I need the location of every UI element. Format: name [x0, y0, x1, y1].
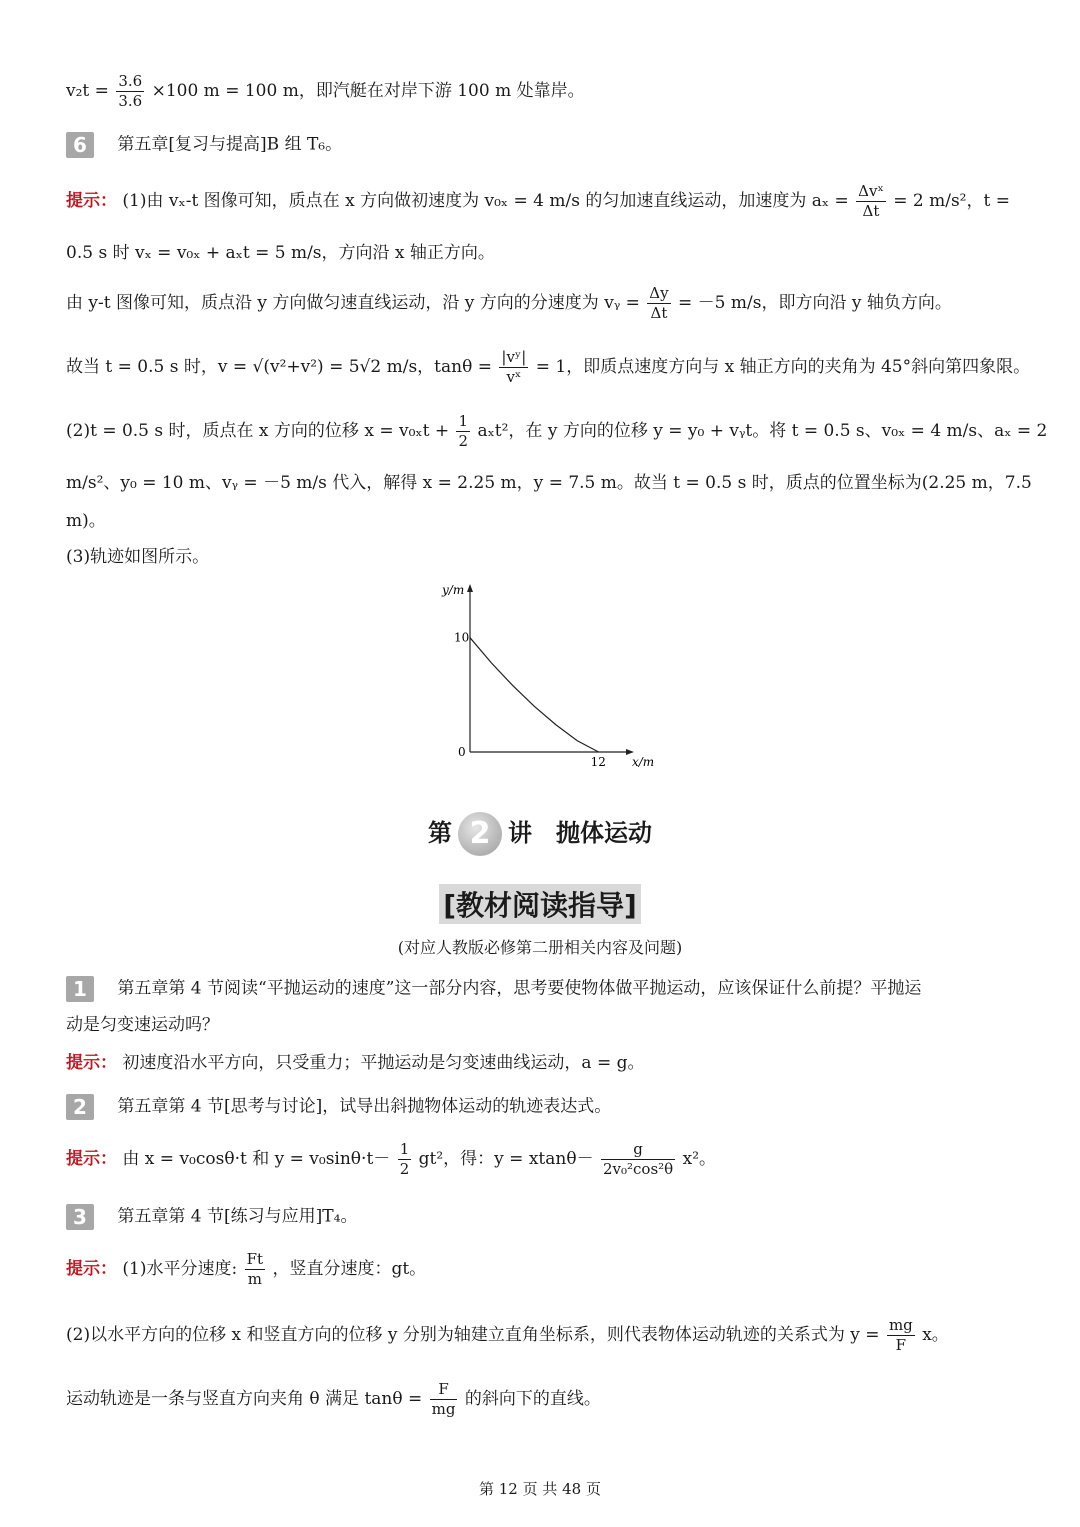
frac-den: Δt: [862, 201, 880, 220]
hint-text: 由 x = v₀cosθ·t 和 y = v₀sinθ·t－: [122, 1148, 391, 1169]
fraction: [887, 1316, 915, 1355]
trajectory-chart: [430, 583, 655, 775]
question-badge: 3: [66, 1204, 94, 1230]
frac-den: vˣ: [506, 367, 522, 386]
frac-num: mg: [888, 1316, 913, 1334]
hint-label: 提示：: [66, 190, 117, 211]
question-text: 第五章第 4 节阅读“平抛运动的速度”这一部分内容，思考要使物体做平抛运动，应该保证什么前提？平抛运: [117, 978, 922, 999]
answer-line-2: 0.5 s 时 vₓ = v₀ₓ + aₓt = 5 m/s，方向沿 x 轴正方向。: [66, 243, 495, 263]
hint-text: ，竖直分速度：gt。: [272, 1258, 427, 1279]
hint-3-line-2: [66, 1316, 1016, 1355]
question-1-cont: 动是匀变速运动吗？: [66, 1015, 219, 1035]
fraction: [430, 1380, 458, 1419]
hint-text: x²。: [682, 1148, 717, 1169]
answer-line-8: (3)轨迹如图所示。: [66, 547, 210, 567]
answer-text: (2)t = 0.5 s 时，质点在 x 方向的位移 x = v₀ₓt +: [66, 420, 450, 441]
question-text: 第五章[复习与提高]B 组 T₆。: [117, 134, 343, 155]
answer-line-4: [66, 348, 1031, 387]
answer-text: = 2 m/s²，t =: [893, 190, 1010, 211]
answer-line-5: [66, 412, 1048, 451]
trajectory-curve: [470, 638, 599, 752]
question-text: 第五章第 4 节[思考与讨论]，试导出斜抛物体运动的轨迹表达式。: [117, 1096, 612, 1117]
hint-text: (2)以水平方向的位移 x 和竖直方向的位移 y 分别为轴建立直角坐标系，则代表物体运动轨迹的关系式为 y =: [66, 1324, 880, 1345]
frac-den: 2: [399, 1159, 410, 1178]
question-badge: 1: [66, 976, 94, 1002]
hint-label: 提示：: [66, 1053, 117, 1073]
answer-text: aₓt²，在 y 方向的位移 y = y₀ + vᵧt。将 t = 0.5 s、v₀ₓ = 4 m/s、aₓ = 2: [477, 420, 1048, 441]
hint-2: [66, 1140, 1016, 1179]
frac-num: 1: [399, 1140, 410, 1158]
frac-den: Δt: [650, 303, 668, 322]
hint-text: 的斜向下的直线。: [464, 1388, 601, 1409]
y-tick-label: 10: [454, 630, 470, 645]
frac-den: 2: [458, 431, 469, 450]
hint-label: 提示：: [66, 1148, 117, 1169]
frac-num: Δy: [649, 284, 669, 302]
top-prefix: v₂t =: [66, 80, 109, 101]
fraction: [456, 412, 470, 451]
frac-den: mg: [431, 1399, 456, 1418]
y-axis-label: y/m: [442, 583, 465, 597]
frac-num: F: [430, 1380, 458, 1400]
lecture-number-badge: 2: [458, 812, 502, 856]
lecture-title: [0, 812, 1080, 856]
hint-text: x。: [922, 1324, 949, 1345]
hint-text: (1)水平分速度:: [122, 1258, 238, 1279]
frac-num: 1: [458, 412, 469, 430]
frac-num: Δvˣ: [858, 182, 884, 200]
fraction: [601, 1140, 675, 1179]
page-footer: 第 12 页 共 48 页: [478, 1480, 601, 1498]
answer-text: = －5 m/s，即方向沿 y 轴负方向。: [678, 292, 952, 313]
frac-den: 2v₀²cos²θ: [602, 1159, 674, 1178]
answer-text: = 1，即质点速度方向与 x 轴正方向的夹角为 45°斜向第四象限。: [535, 356, 1031, 377]
question-badge: 6: [66, 132, 94, 158]
lecture-pre: 第: [428, 819, 452, 847]
question-3: [66, 1204, 1016, 1230]
section-title-text: [教材阅读指导]: [439, 884, 641, 924]
answer-line-7: m)。: [66, 511, 106, 531]
question-text: 第五章第 4 节[练习与应用]T₄。: [117, 1206, 358, 1227]
hint-3-line-3: [66, 1380, 1016, 1419]
fraction: [245, 1250, 265, 1289]
hint-1: [66, 1052, 1016, 1074]
frac-num: |vʸ|: [501, 348, 527, 366]
top-frac-num: 3.6: [118, 72, 143, 90]
origin-label: 0: [458, 745, 466, 759]
answer-line-6: m/s²、y₀ = 10 m、vᵧ = －5 m/s 代入，解得 x = 2.25 m，y = 7.5 m。故当 t = 0.5 s 时，质点的位置坐标为(2.25 m，7.5: [66, 473, 1032, 493]
y-axis-arrow: [467, 584, 473, 592]
answer-text: (1)由 vₓ-t 图像可知，质点在 x 方向做初速度为 v₀ₓ = 4 m/s 的匀加速直线运动，加速度为 aₓ =: [122, 190, 849, 211]
hint-text: 运动轨迹是一条与竖直方向夹角 θ 满足 tanθ =: [66, 1388, 423, 1409]
fraction: [499, 348, 528, 387]
top-rest: ×100 m = 100 m，即汽艇在对岸下游 100 m 处靠岸。: [151, 80, 585, 101]
frac-den: m: [247, 1269, 262, 1288]
top-line: [66, 72, 1016, 111]
fraction: [398, 1140, 412, 1179]
x-tick-label: 12: [590, 755, 606, 769]
lecture-post: 讲 抛体运动: [508, 819, 652, 847]
question-6: [66, 132, 1016, 158]
hint-label: 提示：: [66, 1258, 117, 1279]
hint-text: gt²，得：y = xtanθ－: [418, 1148, 594, 1169]
section-title: [0, 884, 1080, 924]
answer-text: 由 y-t 图像可知，质点沿 y 方向做匀速直线运动，沿 y 方向的分速度为 vᵧ =: [66, 292, 640, 313]
question-1: [66, 976, 1016, 1002]
answer-line-3: [66, 284, 1016, 323]
x-axis-label: x/m: [632, 755, 655, 769]
hint-3: [66, 1250, 1016, 1289]
fraction: [856, 182, 886, 221]
answer-text: 故当 t = 0.5 s 时，v = √(v²+v²) = 5√2 m/s，tanθ =: [66, 356, 492, 377]
fraction: [647, 284, 670, 323]
answer-line-1: [66, 182, 1016, 221]
top-frac-den: 3.6: [118, 91, 143, 110]
frac-den: F: [895, 1335, 907, 1354]
frac-num: Ft: [246, 1250, 264, 1268]
section-subtitle: (对应人教版必修第二册相关内容及问题): [397, 938, 683, 957]
question-badge: 2: [66, 1094, 94, 1120]
frac-num: g: [601, 1140, 675, 1160]
hint-text: 初速度沿水平方向，只受重力；平抛运动是匀变速曲线运动，a = g。: [122, 1053, 645, 1073]
question-2: [66, 1094, 1016, 1120]
top-fraction: [116, 72, 144, 111]
